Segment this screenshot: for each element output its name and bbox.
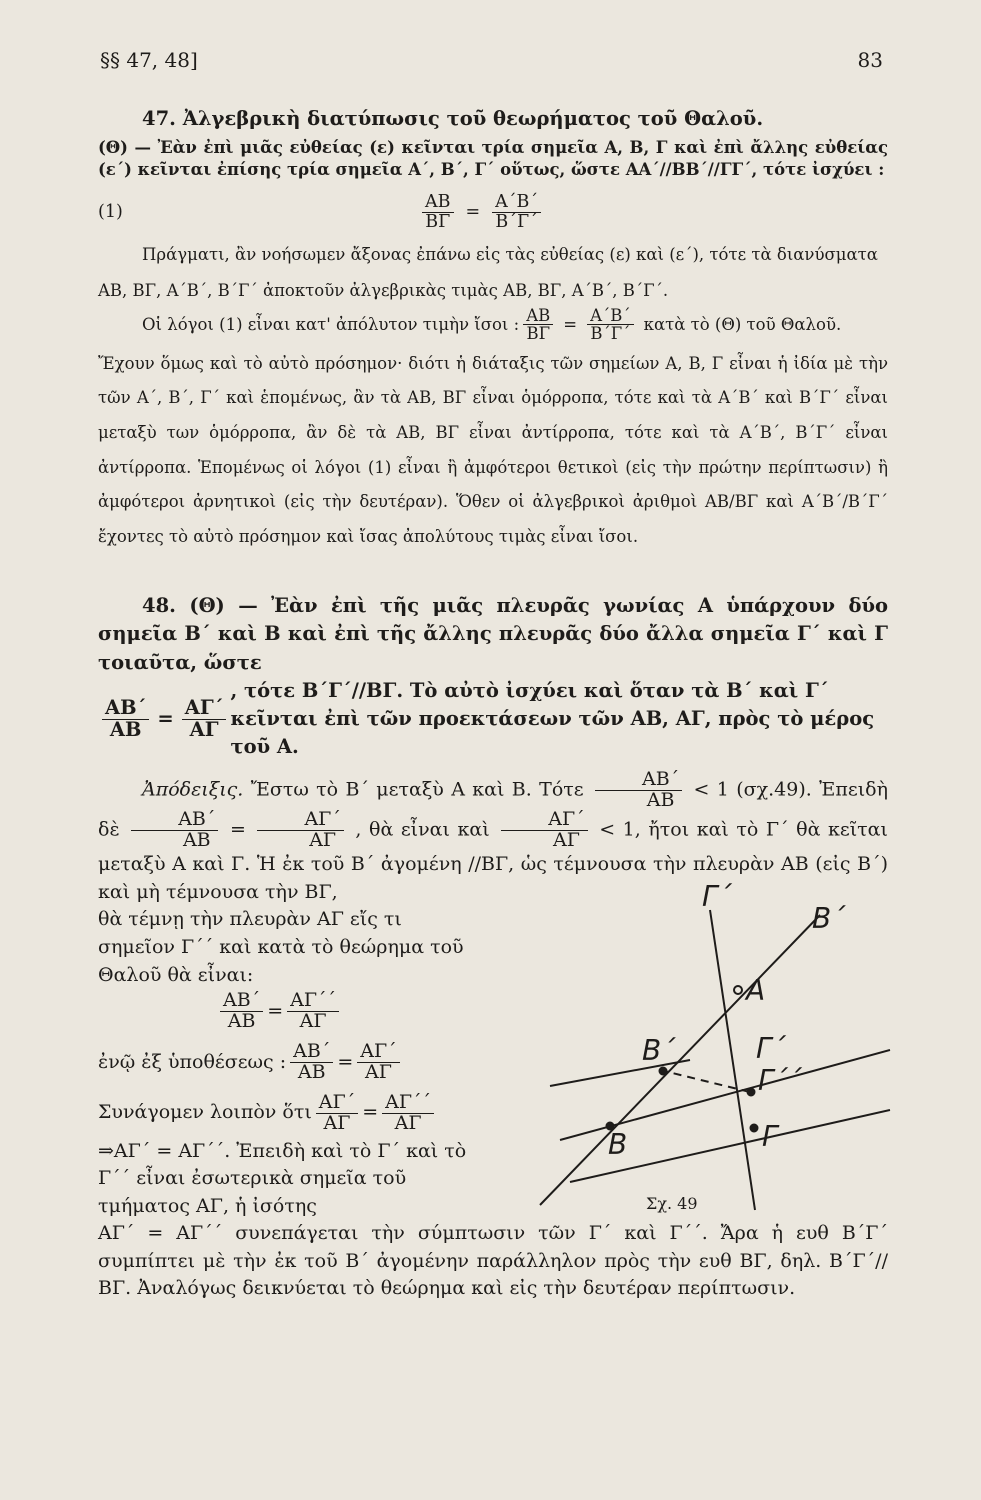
- point-B1: [659, 1067, 667, 1075]
- fraction: [131, 810, 218, 851]
- paragraph: ΑΒ, ΒΓ, Α΄Β΄, Β΄Γ΄ ἀποκτοῦν ἀλγεβρικὰς τιμὰς ΑΒ, ΒΓ, Α΄Β΄, Β΄Γ΄.: [98, 280, 669, 300]
- denominator: ΑΓ: [552, 829, 580, 852]
- equation-label: (1): [98, 201, 123, 222]
- numerator: ΑΓ΄: [357, 1042, 399, 1063]
- side-line-AG: [710, 910, 755, 1210]
- proof-text: Συνάγομεν λοιπὸν ὅτι: [98, 1101, 312, 1124]
- proof-text: ΑΓ΄ = ΑΓ΄΄ συνεπάγεται τὴν σύμπτωσιν τῶν Γ΄ καὶ Γ΄΄. Ἄρα ἡ ευθ Β΄Γ΄ συμπίπτει μὲ τὴν ἐκ τοῦ Β΄ ἀγομένην παράλληλον πρὸς τὴν ευθ ΒΓ, δηλ. Β΄Γ΄//ΒΓ. Ἀναλόγως δεικνύεται τὸ θεώρημα καὶ εἰς τὴν δευτέραν περίπτωσιν.: [98, 1222, 888, 1300]
- numerator: ΑΓ΄: [501, 810, 587, 831]
- numerator: ΑΒ΄: [290, 1042, 333, 1063]
- denominator: ΑΓ: [189, 717, 219, 741]
- equals-sign: =: [157, 707, 174, 731]
- fraction: [290, 1039, 333, 1083]
- proof-text: ἐνῷ ἐξ ὑποθέσεως :: [98, 1050, 287, 1073]
- equals-sign: =: [362, 1101, 379, 1124]
- page-number: 83: [857, 48, 883, 72]
- label-G: Γ: [762, 1120, 778, 1153]
- fraction: [257, 810, 343, 851]
- section-ref: §§ 47, 48]: [100, 48, 198, 72]
- paragraph: κατὰ τὸ (Θ) τοῦ Θαλοῦ.: [643, 315, 842, 335]
- fraction: [220, 991, 263, 1032]
- proof-left-column: [98, 906, 478, 1220]
- paragraph: Οἱ λόγοι (1) εἶναι κατ' ἀπόλυτον τιμὴν ἴσοι :: [142, 315, 520, 335]
- label-G2: Γ΄΄: [758, 1064, 802, 1097]
- ratio-line: [142, 307, 888, 343]
- numerator: ΑΒ΄: [102, 698, 149, 719]
- numerator: ΑΓ΄΄: [287, 991, 339, 1012]
- label-G1-top: Γ΄: [702, 880, 732, 913]
- label-B: Β: [608, 1128, 628, 1161]
- fraction: [492, 193, 541, 231]
- fraction: [595, 767, 682, 811]
- equals-sign: =: [337, 1050, 354, 1073]
- proof-label: Ἀπόδειξις.: [142, 778, 244, 801]
- theorem-48-conclusion: , τότε Β΄Γ΄//ΒΓ. Τὸ αὐτὸ ἰσχύει καὶ ὅταν τὰ Β΄ καὶ Γ΄ κεῖνται ἐπὶ τῶν προεκτάσεων τῶν ΑΒ, ΑΓ, πρὸς τὸ μέρος τοῦ Α.: [230, 678, 875, 759]
- numerator: ΑΒ΄: [220, 991, 263, 1012]
- denominator: ΑΒ: [646, 788, 675, 811]
- denominator: Β΄Γ΄: [495, 211, 538, 232]
- denominator: ΑΓ: [299, 1010, 327, 1033]
- denominator: ΒΓ: [526, 324, 551, 344]
- fraction: [182, 698, 227, 740]
- equals-sign: =: [267, 999, 284, 1022]
- equals-sign: =: [229, 818, 246, 841]
- label-G1: Γ΄: [756, 1032, 786, 1065]
- section-47-title: 47. Ἀλγεβρικὴ διατύπωσις τοῦ θεωρήματος τοῦ Θαλοῦ.: [142, 107, 764, 130]
- running-header: [100, 48, 883, 72]
- denominator: ΑΒ: [109, 717, 142, 741]
- denominator: ΑΓ: [365, 1060, 392, 1083]
- denominator: Β΄Γ΄: [590, 324, 631, 344]
- label-B1-top: Β΄: [812, 902, 846, 935]
- denominator: ΑΓ: [309, 829, 337, 852]
- fraction: [382, 1090, 434, 1134]
- point-G: [750, 1124, 758, 1132]
- theorem-47: (Θ) — Ἐὰν ἐπὶ μιᾶς εὐθείας (ε) κεῖνται τρία σημεῖα Α, Β, Γ καὶ ἐπὶ ἄλλης εὐθείας (ε΄) κεῖνται ἐπίσης τρία σημεῖα Α΄, Β΄, Γ΄ οὕτως, ὥστε ΑΑ΄//ΒΒ΄//ΓΓ΄, τότε ἰσχύει :: [98, 138, 888, 179]
- numerator: ΑΒ΄: [131, 810, 218, 831]
- fraction: [357, 1039, 399, 1083]
- numerator: ΑΒ: [523, 307, 553, 325]
- theorem-48-condition: [98, 677, 888, 762]
- figure-caption: Σχ. 49: [646, 1194, 698, 1213]
- numerator: ΑΒ: [422, 193, 454, 212]
- denominator: ΑΓ: [394, 1111, 422, 1134]
- equals-sign: =: [465, 201, 481, 222]
- paragraph: Ἔχουν ὅμως καὶ τὸ αὐτὸ πρόσημον· διότι ἡ διάταξις τῶν σημείων Α, Β, Γ εἶναι ἡ ἰδία μὲ τὴν τῶν Α΄, Β΄, Γ΄ καὶ ἑπομένως, ἂν τὰ ΑΒ, ΒΓ εἶναι ὁμόρροπα, τότε καὶ τὰ Α΄Β΄ καὶ Β΄Γ΄ εἶναι μεταξὺ των ὁμόρροπα, ἂν δὲ τὰ ΑΒ, ΒΓ εἶναι ἀντίρροπα, τότε καὶ τὰ Α΄Β΄, Β΄Γ΄ εἶναι ἀντίρροπα. Ἑπομένως οἱ λόγοι (1) εἶναι ἢ ἀμφότεροι θετικοὶ (εἰς τὴν πρώτην περίπτωσιν) ἢ ἀμφότεροι ἀρνητικοὶ (εἰς τὴν δευτέραν). Ὅθεν οἱ ἀλγεβρικοὶ ἀριθμοὶ ΑΒ/ΒΓ καὶ Α΄Β΄/Β΄Γ΄ ἔχοντες τὸ αὐτὸ πρόσημον καὶ ἴσας ἀπολύτους τιμὰς εἶναι ἴσοι.: [98, 353, 888, 546]
- numerator: ΑΓ΄: [257, 810, 343, 831]
- equals-sign: =: [563, 315, 578, 335]
- conclusion-equation: [98, 1090, 478, 1134]
- fraction: [287, 991, 339, 1032]
- equation-1: [98, 184, 888, 240]
- fraction: [422, 193, 454, 231]
- theorem-48-statement: 48. (Θ) — Ἐὰν ἐπὶ τῆς μιᾶς πλευρᾶς γωνίας Α ὑπάρχουν δύο σημεῖα Β΄ καὶ Β καὶ ἐπὶ τῆς ἄλλης πλευρᾶς δύο ἄλλα σημεῖα Γ΄ καὶ Γ τοιαῦτα, ὥστε: [98, 594, 888, 674]
- numerator: ΑΓ΄΄: [382, 1093, 434, 1114]
- fraction: [523, 307, 553, 343]
- figure-49: [520, 870, 900, 1230]
- proof-text: < 1, ἤτοι καὶ τὸ Γ΄ θὰ κεῖται μεταξὺ Α καὶ Γ. Ἡ ἐκ τοῦ Β΄ ἀγομένη //ΒΓ, ὡς τέμνουσα τὴν πλευρὰν ΑΒ (εἰς Β΄) καὶ μὴ τέμνουσα τὴν ΒΓ,: [98, 818, 888, 903]
- point-G2: [747, 1088, 755, 1096]
- fraction: [501, 810, 587, 851]
- fraction: [316, 1090, 358, 1134]
- proof-text: ⇒ΑΓ΄ = ΑΓ΄΄. Ἐπειδὴ καὶ τὸ Γ΄ καὶ τὸ Γ΄΄ εἶναι ἐσωτερικὰ σημεῖα τοῦ τμήματος ΑΓ, ἡ ἰσότης: [98, 1139, 467, 1217]
- numerator: ΑΓ΄: [182, 698, 227, 719]
- geometry-diagram: [520, 870, 900, 1230]
- denominator: ΑΒ: [182, 829, 211, 852]
- proof-text: θὰ τέμνῃ τὴν πλευρὰν ΑΓ εἴς τι σημεῖον Γ΄΄ καὶ κατὰ τὸ θεώρημα τοῦ Θαλοῦ θὰ εἶναι:: [98, 908, 464, 986]
- proof-text: Ἔστω τὸ Β΄ μεταξὺ Α καὶ Β. Τότε: [250, 778, 584, 801]
- numerator: ΑΓ΄: [316, 1093, 358, 1114]
- numerator: Α΄Β΄: [492, 193, 541, 212]
- denominator: ΒΓ: [425, 211, 451, 232]
- label-B1: Β΄: [642, 1034, 676, 1067]
- proof-text: , θὰ εἶναι καὶ: [355, 818, 490, 841]
- paragraph: Πράγματι, ἂν νοήσωμεν ἄξονας ἐπάνω εἰς τὰς εὐθείας (ε) καὶ (ε΄), τότε τὰ διανύσματα: [142, 245, 878, 265]
- proof-text: < 1 (σχ.49). Ἐπειδὴ δὲ: [98, 778, 888, 841]
- fraction: [587, 307, 634, 343]
- fraction: [102, 698, 149, 740]
- point-A: [734, 986, 742, 994]
- numerator: ΑΒ΄: [595, 770, 682, 791]
- label-A: Α: [746, 974, 766, 1007]
- thales-equation: [216, 991, 478, 1032]
- section-47: [98, 106, 888, 555]
- denominator: ΑΒ: [227, 1010, 256, 1033]
- hypothesis-equation: [98, 1039, 478, 1083]
- numerator: Α΄Β΄: [587, 307, 634, 325]
- denominator: ΑΒ: [297, 1060, 326, 1083]
- denominator: ΑΓ: [323, 1111, 351, 1134]
